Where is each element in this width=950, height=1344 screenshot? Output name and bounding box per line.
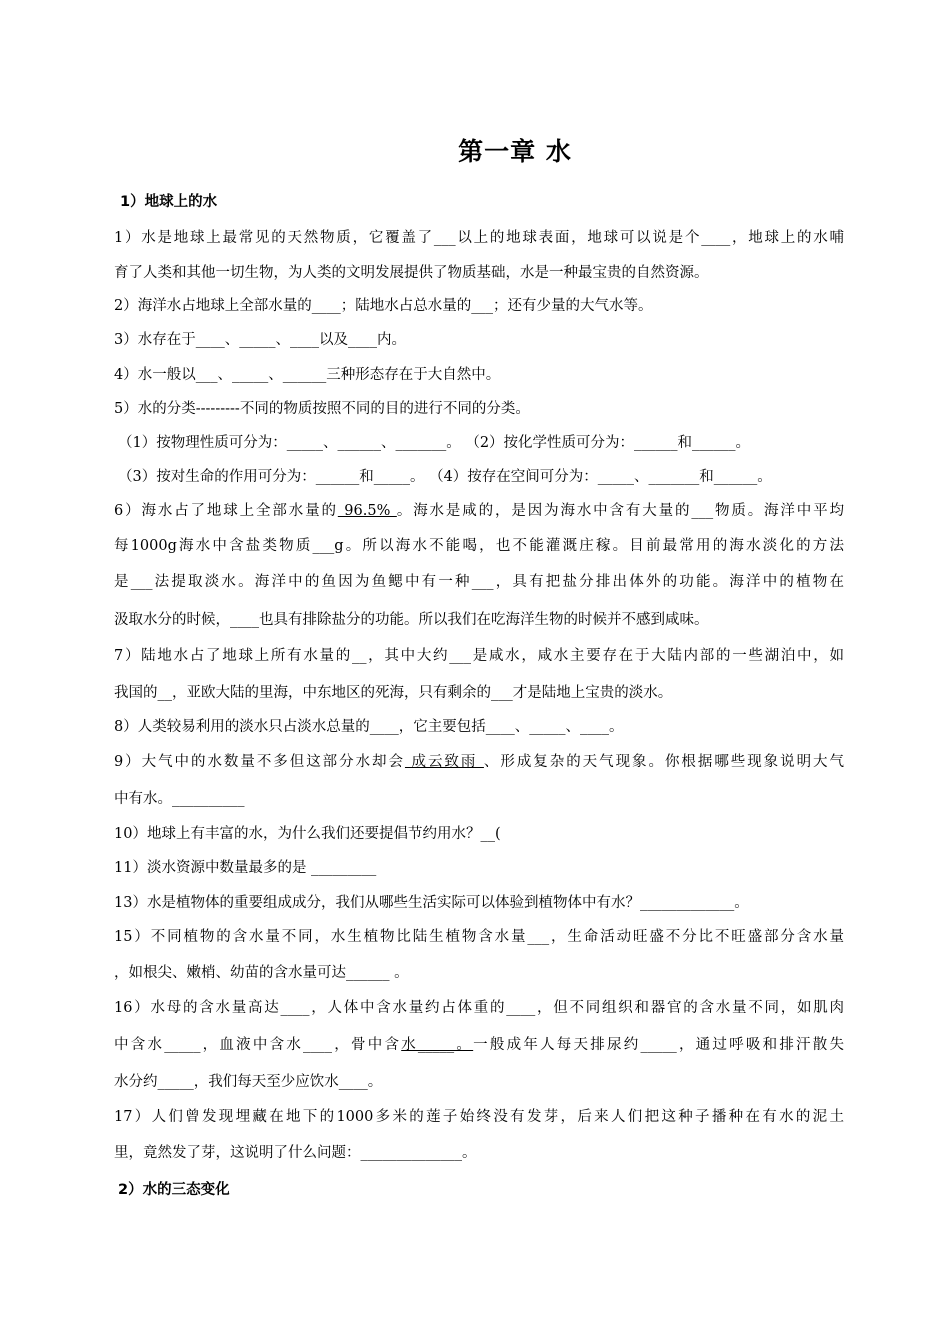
- question-6-line-1: [114, 501, 844, 521]
- question-13: 13）水是植物体的重要组成成分，我们从哪些生活实际可以体验到植物体中有水？_____________。: [114, 895, 749, 911]
- question-7-line-1: 7）陆地水占了地球上所有水量的__，其中大约___是咸水，咸水主要存在于大陆内部的一些湖泊中，如: [114, 648, 844, 664]
- question-9-text-b: 、形成复杂的天气现象。你根据哪些现象说明大气: [483, 754, 845, 770]
- question-2: 2）海洋水占地球上全部水量的____；陆地水占总水量的___；还有少量的大气水等。: [114, 298, 653, 314]
- question-6-answer: 96.5%: [337, 503, 397, 519]
- question-16-line-1: 16）水母的含水量高达____，人体中含水量约占体重的____，但不同组织和器官的含水量不同，如肌肉: [114, 1000, 844, 1016]
- question-10: 10）地球上有丰富的水，为什么我们还要提倡节约用水？__(: [114, 826, 501, 842]
- question-6-line-2: 每1000g海水中含盐类物质___g。所以海水不能喝，也不能灌溉庄稼。目前最常用的海水淡化的方法: [114, 538, 844, 554]
- question-5-part-2: （3）按对生命的作用可分为：______和_____。 （4）按存在空间可分为：_____、_______和______。: [118, 469, 772, 485]
- question-5: 5）水的分类---------不同的物质按照不同的目的进行不同的分类。: [114, 401, 530, 417]
- question-17-line-2: 里，竟然发了芽，这说明了什么问题：______________。: [114, 1145, 477, 1161]
- question-16-line-2: [114, 1035, 844, 1055]
- question-6-text-a: 6）海水占了地球上全部水量的: [114, 503, 338, 519]
- question-4: 4）水一般以___、_____、______三种形态存在于大自然中。: [114, 367, 501, 383]
- question-15-line-2: ，如根尖、嫩梢、幼苗的含水量可达______ 。: [114, 965, 409, 981]
- question-9-line-1: [114, 752, 844, 772]
- question-16-text-a: 中含水_____，血液中含水____，骨中含: [114, 1037, 402, 1053]
- question-11: 11）淡水资源中数量最多的是 _________: [114, 860, 377, 876]
- question-15-line-1: 15）不同植物的含水量不同，水生植物比陆生植物含水量___，生命活动旺盛不分比不旺盛部分含水量: [114, 929, 844, 945]
- question-6-text-b: 。海水是咸的，是因为海水中含有大量的___物质。海洋中平均: [396, 503, 845, 519]
- question-9-answer: 成云致雨: [404, 754, 484, 770]
- question-3: 3）水存在于____、_____、____以及____内。: [114, 332, 406, 348]
- question-7-line-2: 我国的__，亚欧大陆的里海，中东地区的死海，只有剩余的___才是陆地上宝贵的淡水。: [114, 685, 673, 701]
- section-heading-1: 1）地球上的水: [120, 194, 218, 210]
- question-8: 8）人类较易利用的淡水只占淡水总量的____，它主要包括____、_____、____。: [114, 719, 624, 735]
- question-1-line-2: 育了人类和其他一切生物，为人类的文明发展提供了物质基础，水是一种最宝贵的自然资源。: [114, 265, 709, 281]
- question-1-line-1: 1）水是地球上最常见的天然物质，它覆盖了___以上的地球表面，地球可以说是个____，地球上的水哺: [114, 230, 844, 246]
- question-16-answer: 水_____。: [401, 1037, 474, 1053]
- question-9-line-2: 中有水。__________: [114, 791, 245, 807]
- chapter-title: 第一章 水: [458, 137, 572, 166]
- question-16-text-b: 一般成年人每天排尿约_____，通过呼吸和排汗散失: [473, 1037, 845, 1053]
- question-6-line-4: 汲取水分的时候，____也具有排除盐分的功能。所以我们在吃海洋生物的时候并不感到咸味。: [114, 612, 709, 628]
- question-5-part-1: （1）按物理性质可分为：_____、______、_______。 （2）按化学性质可分为：______和______。: [118, 435, 751, 451]
- section-heading-2: 2）水的三态变化: [118, 1182, 230, 1198]
- question-9-text-a: 9）大气中的水数量不多但这部分水却会: [114, 754, 405, 770]
- question-17-line-1: 17）人们曾发现埋藏在地下的1000多米的莲子始终没有发芽，后来人们把这种子播种在有水的泥土: [114, 1109, 844, 1125]
- question-6-line-3: 是___法提取淡水。海洋中的鱼因为鱼鳃中有一种___，具有把盐分排出体外的功能。海洋中的植物在: [114, 574, 844, 590]
- question-16-line-3: 水分约_____，我们每天至少应饮水____。: [114, 1074, 383, 1090]
